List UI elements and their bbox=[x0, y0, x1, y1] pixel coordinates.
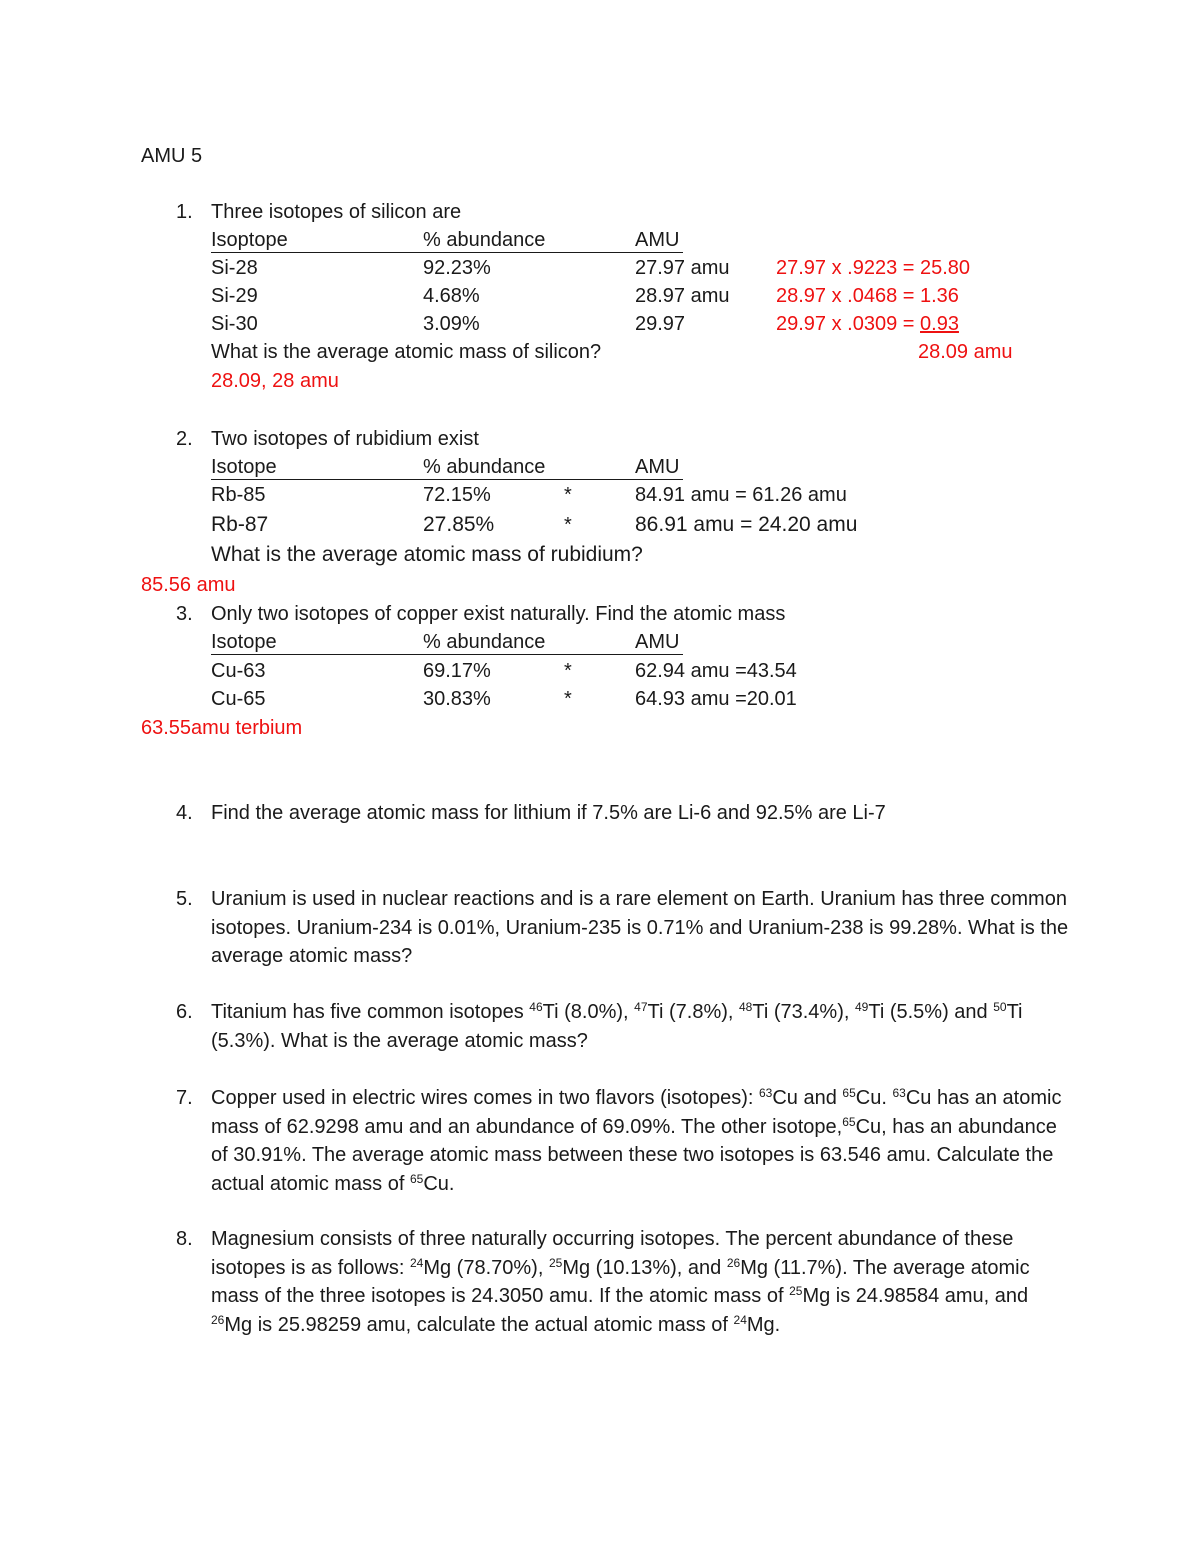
q2-header-abundance: % abundance bbox=[423, 456, 546, 478]
q1-row2-isotope: Si-29 bbox=[211, 285, 258, 307]
q4-text: Find the average atomic mass for lithium if 7.5% are Li-6 and 92.5% are Li-7 bbox=[211, 802, 886, 824]
q3-number: 3. bbox=[176, 603, 193, 625]
q3-row2-op: * bbox=[564, 688, 572, 710]
q8-mass-number: 24 bbox=[733, 1312, 747, 1327]
q2-header-amu: AMU bbox=[635, 456, 680, 478]
q3-answer: 63.55amu terbium bbox=[141, 717, 303, 739]
q3-table-header bbox=[211, 630, 683, 655]
q1-header-abundance: % abundance bbox=[423, 229, 546, 251]
q8-mass-number: 24 bbox=[409, 1255, 424, 1270]
q1-prompt: Three isotopes of silicon are bbox=[211, 201, 462, 223]
q2-answer: 85.56 amu bbox=[141, 574, 236, 596]
q6-text-part: Ti (5.5%) and bbox=[868, 1001, 994, 1023]
q7-mass-number: 65 bbox=[842, 1086, 856, 1100]
q2-row1-isotope: Rb-85 bbox=[211, 484, 266, 506]
q2-number: 2. bbox=[176, 428, 193, 450]
q1-header-isotope: Isoptope bbox=[211, 229, 288, 251]
q6-mass-number: 49 bbox=[854, 1000, 869, 1014]
q6-text-part: Ti (5.3%). What is the average atomic mass? bbox=[211, 1001, 1023, 1052]
q7-number: 7. bbox=[176, 1087, 193, 1109]
q2-question: What is the average atomic mass of rubidium? bbox=[211, 543, 643, 566]
q3-row1-isotope: Cu-63 bbox=[211, 660, 266, 682]
q1-row2-work: 28.97 x .0468 = 1.36 bbox=[776, 285, 959, 307]
q2-header-isotope: Isotope bbox=[211, 456, 277, 478]
q5-number: 5. bbox=[176, 888, 193, 910]
q7-text-part: Cu has an atomic mass of 62.9298 amu and an abundance of 69.09%. The other isotope, bbox=[211, 1087, 1062, 1138]
q6-text bbox=[211, 998, 1061, 1055]
q2-row2-op: * bbox=[564, 514, 572, 536]
q3-header-isotope: Isotope bbox=[211, 631, 277, 653]
q6-number: 6. bbox=[176, 1001, 193, 1023]
q8-text-part: Mg (11.7%). The average atomic mass of the three isotopes is 24.3050 amu. If the atomic mass of bbox=[211, 1256, 1030, 1307]
q1-total: 28.09 amu bbox=[918, 341, 1013, 363]
q6-text-part: Titanium has five common isotopes bbox=[211, 1001, 530, 1023]
q8-mass-number: 25 bbox=[789, 1284, 803, 1298]
q2-row2-isotope: Rb-87 bbox=[211, 513, 269, 536]
q1-question: What is the average atomic mass of silicon? bbox=[211, 341, 602, 363]
q8-text-part: Mg (78.70%), bbox=[423, 1256, 549, 1279]
q1-row1-isotope: Si-28 bbox=[211, 257, 258, 279]
q1-row1-abundance: 92.23% bbox=[423, 257, 491, 279]
q7-text-part: Cu, has an abundance of 30.91%. The average atomic mass between these two isotopes is 63.546 amu. Calculate the actual atomic mass of bbox=[211, 1115, 1057, 1195]
q8-text-part: Magnesium consists of three naturally occurring isotopes. The percent abundance of these isotopes is as follows: bbox=[211, 1228, 1014, 1279]
q8-number: 8. bbox=[176, 1228, 193, 1250]
q6-mass-number: 46 bbox=[529, 1000, 543, 1014]
q7-text bbox=[211, 1084, 1066, 1198]
q7-text-part: Cu. bbox=[423, 1172, 455, 1195]
q4-number: 4. bbox=[176, 802, 193, 824]
q1-table-header bbox=[211, 228, 683, 253]
q2-row2-amu: 86.91 amu = 24.20 amu bbox=[635, 513, 858, 536]
q8-text-part: Mg. bbox=[746, 1313, 781, 1336]
q6-text-part: Ti (7.8%), bbox=[647, 1001, 739, 1023]
q1-row3-isotope: Si-30 bbox=[211, 313, 258, 335]
q8-mass-number: 26 bbox=[726, 1255, 741, 1270]
q1-answer: 28.09, 28 amu bbox=[211, 370, 339, 392]
q2-row2-abundance: 27.85% bbox=[423, 513, 495, 536]
q2-row1-op: * bbox=[564, 484, 572, 506]
q1-row3-abundance: 3.09% bbox=[423, 313, 480, 335]
q8-mass-number: 25 bbox=[548, 1255, 563, 1270]
q7-mass-number: 65 bbox=[409, 1171, 424, 1186]
q8-text bbox=[211, 1225, 1066, 1339]
q1-row3-work-expr: 29.97 x .0309 = bbox=[776, 313, 921, 335]
q6-mass-number: 48 bbox=[739, 1000, 753, 1014]
q5-text: Uranium is used in nuclear reactions and is a rare element on Earth. Uranium has three common isotopes. Uranium-234 is 0.01%, Uranium-235 is 0.71% and Uranium-238 is 99.28%. What is the average atomic mass? bbox=[211, 888, 1069, 967]
q2-row1-abundance: 72.15% bbox=[423, 484, 491, 506]
q3-row1-abundance: 69.17% bbox=[423, 660, 491, 682]
q1-row2-abundance: 4.68% bbox=[423, 285, 480, 307]
q3-row2-abundance: 30.83% bbox=[423, 688, 491, 710]
q3-row1-op: * bbox=[564, 660, 572, 682]
q2-row1-amu: 84.91 amu = 61.26 amu bbox=[635, 484, 847, 506]
q6-mass-number: 47 bbox=[634, 1000, 648, 1014]
q7-mass-number: 65 bbox=[842, 1114, 856, 1129]
q7-mass-number: 63 bbox=[759, 1086, 773, 1100]
page-title: AMU 5 bbox=[141, 145, 203, 167]
q7-text-part: Cu. bbox=[855, 1087, 893, 1109]
q1-number: 1. bbox=[176, 201, 193, 223]
q3-header-amu: AMU bbox=[635, 631, 680, 653]
q7-mass-number: 63 bbox=[892, 1086, 906, 1100]
q8-text-part: Mg is 24.98584 amu, and bbox=[802, 1285, 1029, 1307]
q1-row1-amu: 27.97 amu bbox=[635, 257, 730, 279]
q8-text-part: Mg (10.13%), and bbox=[562, 1256, 727, 1279]
q1-row2-amu: 28.97 amu bbox=[635, 285, 730, 307]
q1-row1-work: 27.97 x .9223 = 25.80 bbox=[776, 257, 971, 279]
q3-header-abundance: % abundance bbox=[423, 631, 546, 653]
q6-mass-number: 50 bbox=[993, 1000, 1007, 1014]
q6-text-part: Ti (73.4%), bbox=[752, 1001, 855, 1023]
q3-prompt: Only two isotopes of copper exist naturally. Find the atomic mass bbox=[211, 603, 786, 625]
q1-row3-work-result: 0.93 bbox=[920, 313, 959, 335]
q1-row3-work bbox=[776, 312, 959, 336]
q3-row2-amu: 64.93 amu =20.01 bbox=[635, 688, 797, 710]
q7-text-part: Cu and bbox=[772, 1087, 843, 1109]
q1-header-amu: AMU bbox=[635, 229, 680, 251]
q2-table-header bbox=[211, 455, 683, 480]
q8-mass-number: 26 bbox=[211, 1312, 225, 1327]
q7-text-part: Copper used in electric wires comes in two flavors (isotopes): bbox=[211, 1087, 759, 1109]
q3-row1-amu: 62.94 amu =43.54 bbox=[635, 660, 797, 682]
q6-text-part: Ti (8.0%), bbox=[542, 1001, 635, 1023]
q1-row3-amu: 29.97 bbox=[635, 313, 686, 335]
q2-prompt: Two isotopes of rubidium exist bbox=[211, 428, 479, 450]
q8-text-part: Mg is 25.98259 amu, calculate the actual atomic mass of bbox=[224, 1313, 734, 1336]
q3-row2-isotope: Cu-65 bbox=[211, 688, 266, 710]
